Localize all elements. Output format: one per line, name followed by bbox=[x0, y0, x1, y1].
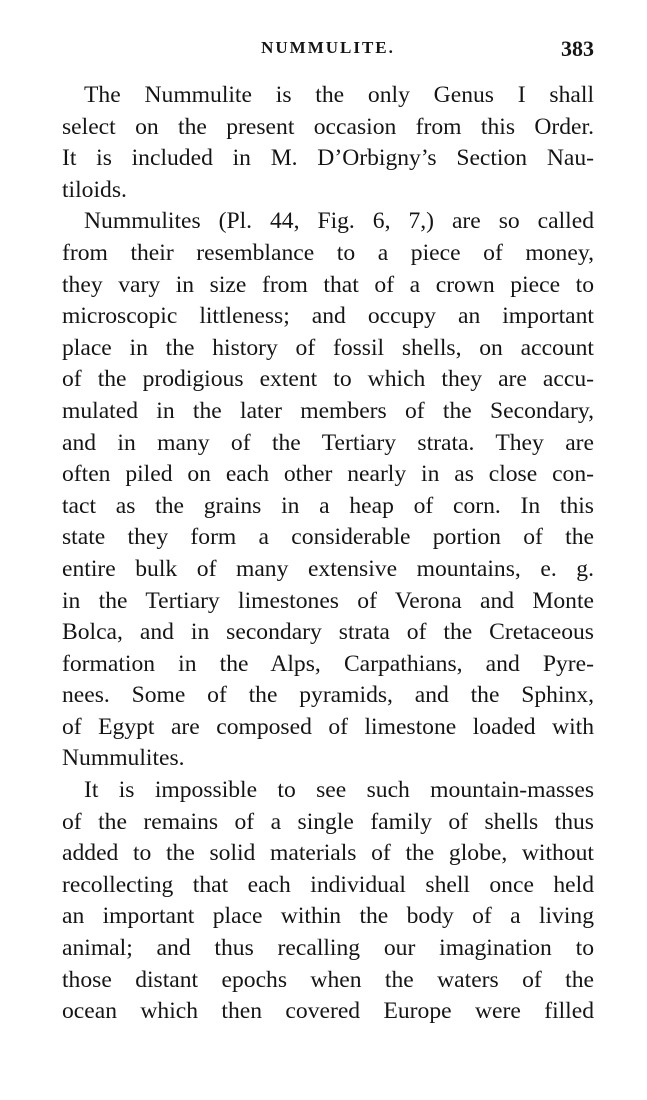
text-line: state they form a considerable portion of the bbox=[62, 524, 594, 551]
text-line: The Nummulite is the only Genus I shall bbox=[84, 82, 594, 108]
text-line: formation in the Alps, Carpathians, and Pyre- bbox=[62, 650, 594, 677]
running-head bbox=[62, 38, 594, 68]
text-line: recollecting that each individual shell once held bbox=[62, 871, 594, 898]
text-line: they vary in size from that of a crown piece to bbox=[62, 271, 594, 298]
text-line: select on the present occasion from this Order. bbox=[62, 113, 594, 140]
text-line: tact as the grains in a heap of corn. In this bbox=[62, 492, 594, 519]
text-line: added to the solid materials of the globe, without bbox=[62, 840, 594, 867]
text-line: nees. Some of the pyramids, and the Sphinx, bbox=[62, 682, 594, 709]
text-line: mulated in the later members of the Secondary, bbox=[62, 397, 594, 424]
text-line: It is impossible to see such mountain-masses bbox=[84, 777, 594, 804]
text-line: place in the history of fossil shells, on account bbox=[62, 334, 594, 361]
text-line: from their resemblance to a piece of money, bbox=[62, 239, 594, 266]
text-line: of Egypt are composed of limestone loaded with bbox=[62, 713, 594, 740]
text-line: tiloids. bbox=[62, 176, 127, 203]
text-line: entire bulk of many extensive mountains, e. g. bbox=[62, 555, 594, 582]
running-title: NUMMULITE. bbox=[261, 38, 395, 57]
text-line: Nummulites (Pl. 44, Fig. 6, 7,) are so called bbox=[84, 208, 594, 235]
text-line: animal; and thus recalling our imagination to bbox=[62, 935, 594, 962]
text-line: microscopic littleness; and occupy an important bbox=[62, 303, 594, 330]
text-line: often piled on each other nearly in as close con- bbox=[62, 461, 594, 488]
paragraph-2 bbox=[62, 206, 594, 775]
text-line: Bolca, and in secondary strata of the Cretaceous bbox=[62, 619, 594, 646]
text-line: those distant epochs when the waters of the bbox=[62, 966, 594, 993]
paragraph-1 bbox=[62, 80, 594, 206]
text-line: of the remains of a single family of shells thus bbox=[62, 808, 594, 835]
text-line: Nummulites. bbox=[62, 745, 185, 772]
page-number: 383 bbox=[561, 36, 594, 61]
text-line: It is included in M. D’Orbigny’s Section Nau- bbox=[62, 145, 594, 172]
text-line: ocean which then covered Europe were filled bbox=[62, 998, 594, 1025]
text-line: and in many of the Tertiary strata. They are bbox=[62, 429, 594, 456]
paragraph-3 bbox=[62, 775, 594, 1028]
body-text bbox=[62, 80, 594, 1028]
text-line: of the prodigious extent to which they are accu- bbox=[62, 366, 594, 393]
text-line: in the Tertiary limestones of Verona and Monte bbox=[62, 587, 594, 614]
text-line: an important place within the body of a living bbox=[62, 903, 594, 930]
